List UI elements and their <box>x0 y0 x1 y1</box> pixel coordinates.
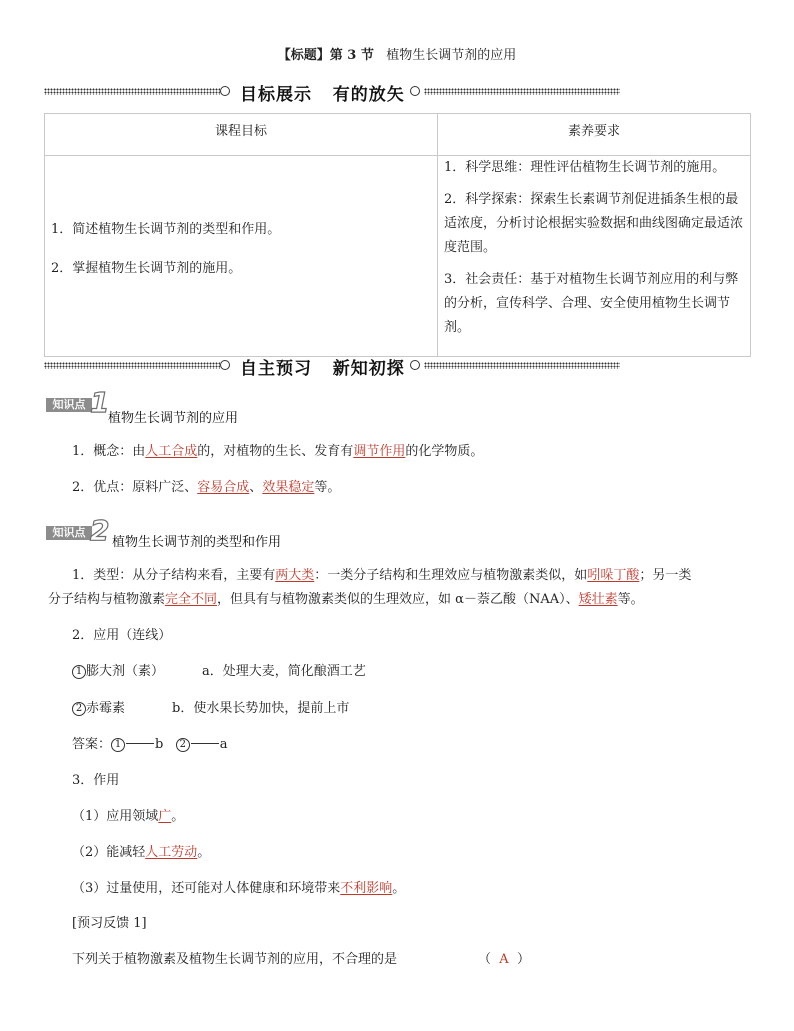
regulator-name: 赤霉素 <box>86 701 126 716</box>
text: 2．优点：原料广泛、 <box>72 480 198 495</box>
banner-ring-left <box>220 86 230 96</box>
answer-blank: 广 <box>158 809 172 824</box>
connector-line <box>126 743 154 744</box>
application-item <box>72 662 164 682</box>
banner-dots-left <box>44 88 220 95</box>
application-effect: a．处理大麦，简化酿酒工艺 <box>202 664 366 679</box>
paren: ） <box>516 952 530 967</box>
answer-blank: 吲哚丁酸 <box>587 568 640 583</box>
answer-blank: 矮壮素 <box>578 592 618 607</box>
literacy-cell <box>438 156 751 357</box>
section-number: 第 3 节 <box>329 48 374 63</box>
text: 、 <box>249 480 263 495</box>
knowledge-point-badge-2 <box>46 514 110 547</box>
text: 的，对植物的生长、发育有 <box>197 444 354 459</box>
literacy-item: 3．社会责任：基于对植物生长调节剂应用的利与弊的分析，宣传科学、合理、安全使用植物生长调节剂。 <box>444 272 739 335</box>
answer-label: 答案： <box>72 737 112 752</box>
text: 1．类型：从分子结构来看，主要有 <box>72 568 276 583</box>
text: ：一类分子结构和生理效应与植物激素类似，如 <box>314 568 588 583</box>
text: 分子结构与植物激素 <box>48 592 166 607</box>
text: 的化学物质。 <box>405 444 484 459</box>
kp2-title: 植物生长调节剂的类型和作用 <box>112 535 282 550</box>
course-goal-item: 1．简述植物生长调节剂的类型和作用。 <box>51 222 281 237</box>
goals-banner-text: 目标展示 有的放矢 <box>240 85 405 105</box>
answer-blank: 完全不同 <box>165 592 218 607</box>
goals-banner <box>44 80 750 104</box>
course-goals-cell <box>45 156 438 357</box>
banner-ring-right <box>410 86 420 96</box>
answer-blank: 不利影响 <box>340 881 393 896</box>
answer-blank: 容易合成 <box>197 480 250 495</box>
text: （2）能减轻 <box>72 845 146 860</box>
banner-ring-right <box>410 360 420 370</box>
badge-number: 2 <box>90 514 110 547</box>
literacy-item: 1．科学思维：理性评估植物生长调节剂的施用。 <box>444 160 726 175</box>
answer-choice: A <box>499 952 509 967</box>
answer-blank: 调节作用 <box>353 444 406 459</box>
text: ；另一类 <box>639 568 692 583</box>
feedback-label: [预习反馈 1] <box>72 916 147 931</box>
match-letter: a <box>219 737 228 752</box>
badge-label: 知识点 <box>46 398 92 412</box>
answer-blank: 两大类 <box>275 568 315 583</box>
feedback-answer <box>478 950 530 970</box>
advantage-line <box>72 478 340 498</box>
feedback-question: 下列关于植物激素及植物生长调节剂的应用，不合理的是 <box>72 952 398 967</box>
match-letter: b <box>155 737 164 752</box>
effect-line-1 <box>72 807 184 827</box>
knowledge-point-badge-1 <box>46 386 110 419</box>
literacy-item: 2．科学探索：探索生长素调节剂促进插条生根的最适浓度，分析讨论根据实验数据和曲线图确定最适浓度范围。 <box>444 192 744 255</box>
regulator-name: 膨大剂（素） <box>86 664 165 679</box>
effect-line-3 <box>72 879 405 899</box>
banner-ring-left <box>220 360 230 370</box>
circled-number: 1 <box>111 738 125 752</box>
title-tag: 【标题】 <box>277 48 330 63</box>
course-goals-header: 课程目标 <box>45 114 438 156</box>
matching-answer <box>72 735 228 755</box>
text: （1）应用领域 <box>72 809 159 824</box>
effect-title: 3．作用 <box>72 773 120 788</box>
goals-table <box>44 113 751 357</box>
banner-dots-right <box>424 88 620 95</box>
kp1-title: 植物生长调节剂的应用 <box>108 411 239 426</box>
text: 1．概念：由 <box>72 444 146 459</box>
answer-blank: 人工合成 <box>145 444 198 459</box>
text: 。 <box>392 881 406 896</box>
paren: （ <box>478 952 492 967</box>
concept-line <box>72 442 483 462</box>
section-title: 植物生长调节剂的应用 <box>386 48 517 63</box>
circled-number: 2 <box>176 738 190 752</box>
text: 等。 <box>314 480 341 495</box>
answer-blank: 人工劳动 <box>145 845 198 860</box>
text: （3）过量使用，还可能对人体健康和环境带来 <box>72 881 341 896</box>
text: 。 <box>171 809 185 824</box>
application-title: 2．应用（连线） <box>72 628 172 643</box>
connector-line <box>191 743 219 744</box>
badge-number: 1 <box>90 386 110 419</box>
circled-number: 1 <box>72 665 86 679</box>
badge-label: 知识点 <box>46 526 92 540</box>
course-goal-item: 2．掌握植物生长调节剂的施用。 <box>51 261 242 276</box>
effect-line-2 <box>72 843 210 863</box>
type-line-1 <box>72 566 691 586</box>
text: 等。 <box>617 592 644 607</box>
application-item <box>72 699 125 719</box>
text: 。 <box>197 845 211 860</box>
banner-dots-left <box>44 362 220 369</box>
banner-dots-right <box>424 362 620 369</box>
document-title <box>0 44 794 63</box>
text: ，但具有与植物激素类似的生理效应，如 α－萘乙酸（NAA）、 <box>217 592 579 607</box>
type-line-2 <box>48 590 644 610</box>
preview-banner-text: 自主预习 新知初探 <box>240 359 405 379</box>
circled-number: 2 <box>72 702 86 716</box>
application-effect: b．使水果长势加快，提前上市 <box>172 701 350 716</box>
preview-banner <box>44 354 750 378</box>
answer-blank: 效果稳定 <box>262 480 315 495</box>
literacy-header: 素养要求 <box>438 114 751 156</box>
